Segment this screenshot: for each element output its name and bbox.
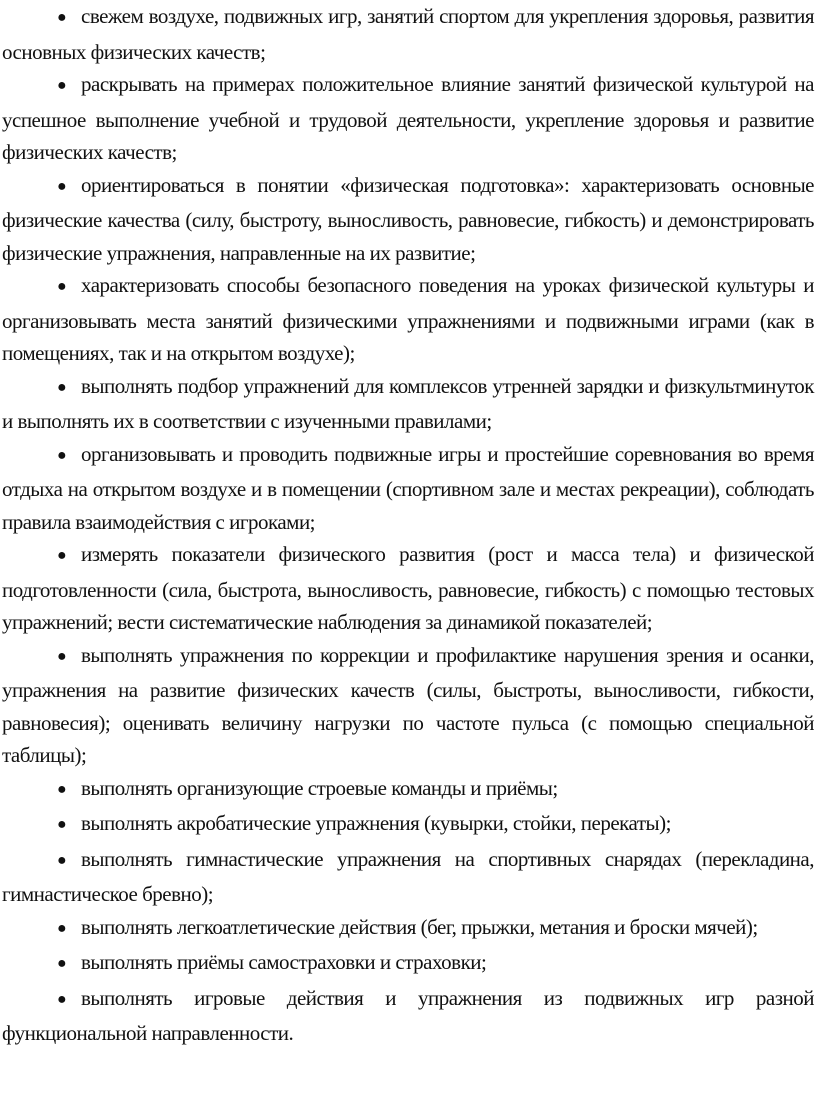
bullet-icon: ● <box>57 9 67 26</box>
list-item-text: выполнять игровые действия и упражнения из подвижных игр разной функциональной направленности. <box>2 985 814 1045</box>
list-item-text: выполнять легкоатлетические действия (бег, прыжки, метания и броски мячей); <box>81 914 758 939</box>
list-item-text: раскрывать на примерах положительное влияние занятий физической культурой на успешное выполнение учебной и трудовой деятельности, укрепление здоровья и развитие физических качеств; <box>2 72 814 164</box>
list-item <box>2 538 814 639</box>
list-item-text: выполнять приёмы самостраховки и страховки; <box>81 950 487 974</box>
list-item <box>2 370 814 438</box>
bullet-icon: ● <box>57 446 67 464</box>
list-item <box>2 772 814 808</box>
list-item-text: выполнять упражнения по коррекции и профилактике нарушения зрения и осанки, упражнения на развитие физических качеств (силы, быстроты, выносливости, гибкости, равновесия); оценивать величину нагрузки по частоте пульса (с помощью специальной таблицы); <box>2 642 814 767</box>
list-item-text: выполнять подбор упражнений для комплексов утренней зарядки и физкультминуток и выполнять их в соответствии с изученными правилами; <box>2 373 814 433</box>
list-item-text: выполнять гимнастические упражнения на спортивных снарядах (перекладина, гимнастическое бревно); <box>2 846 814 906</box>
bullet-icon: ● <box>57 378 67 396</box>
list-item <box>2 982 814 1050</box>
list-item-text: свежем воздухе, подвижных игр, занятий спортом для укрепления здоровья, развития основных физических качеств; <box>2 4 814 64</box>
list-item <box>2 438 814 539</box>
list-item-text: выполнять акробатические упражнения (кувырки, стойки, перекаты); <box>81 811 671 835</box>
bullet-icon: ● <box>57 816 67 833</box>
bullet-icon: ● <box>57 647 67 665</box>
list-item <box>2 807 814 843</box>
bullet-icon: ● <box>57 919 67 937</box>
bullet-icon: ● <box>57 851 67 869</box>
list-item-text: выполнять организующие строевые команды и приёмы; <box>81 775 558 800</box>
bullet-icon: ● <box>57 547 67 564</box>
list-item-text: ориентироваться в понятии «физическая подготовка»: характеризовать основные физические качества (силу, быстроту, выносливость, равновесие, гибкость) и демонстрировать физические упражнения, направленные на их развитие; <box>2 172 814 265</box>
list-item <box>2 169 814 270</box>
list-item <box>2 0 814 68</box>
list-item <box>2 843 814 911</box>
list-item-text: организовывать и проводить подвижные игры и простейшие соревнования во время отдыха на открытом воздухе и в помещении (спортивном зале и местах рекреации), соблюдать правила взаимодействия с игроками; <box>2 441 814 534</box>
bullet-icon: ● <box>57 177 67 195</box>
bullet-icon: ● <box>57 955 67 972</box>
bullet-icon: ● <box>57 77 67 94</box>
list-item <box>2 269 814 370</box>
list-item <box>2 639 814 772</box>
bullet-icon: ● <box>57 990 67 1008</box>
list-item <box>2 68 814 169</box>
bullet-icon: ● <box>57 278 67 295</box>
list-item <box>2 946 814 982</box>
bullet-icon: ● <box>57 780 67 798</box>
list-item-text: характеризовать способы безопасного поведения на уроках физической культуры и организовывать места занятий физическими упражнениями и подвижными играми (как в помещениях, так и на открытом воздухе); <box>2 273 814 365</box>
list-item-text: измерять показатели физического развития (рост и масса тела) и физической подготовленности (сила, быстрота, выносливость, равновесие, гибкость) с помощью тестовых упражнений; вести систематические наблюдения за динамикой показателей; <box>2 542 814 634</box>
list-item <box>2 911 814 947</box>
